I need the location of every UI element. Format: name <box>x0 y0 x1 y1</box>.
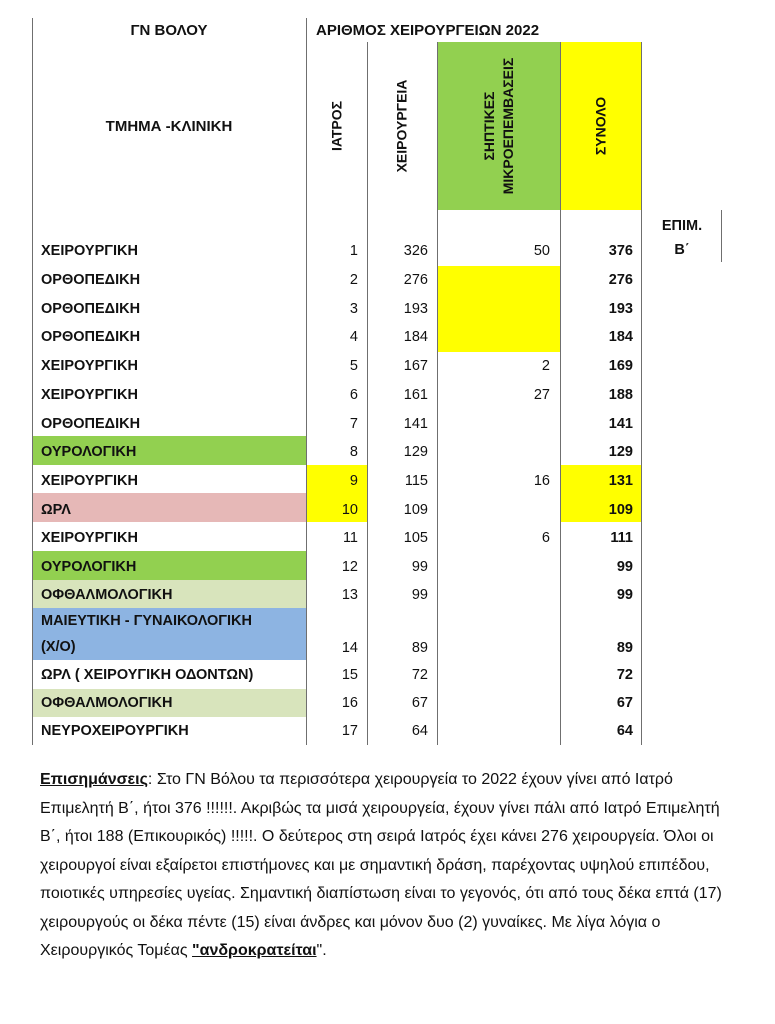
rank-note: ΕΠΙΜ. Β΄ <box>661 218 703 258</box>
total-column-header: ΣΥΝΟΛΟ <box>592 96 608 156</box>
table-row <box>32 294 642 323</box>
surgeries-cell: 99 <box>411 559 428 576</box>
septic-cell: 16 <box>533 472 550 489</box>
table-row <box>32 553 642 582</box>
table-row <box>32 409 642 438</box>
doctor-cell: 14 <box>341 640 358 656</box>
surgeries-cell: 276 <box>403 272 428 289</box>
total-cell: 169 <box>608 358 633 375</box>
surgeries-cell: 184 <box>403 329 428 346</box>
total-cell: 184 <box>608 329 633 346</box>
septic-cell <box>437 409 560 438</box>
surgeries-cell: 99 <box>411 586 428 603</box>
septic-cell <box>437 661 560 690</box>
doctor-cell: 12 <box>341 559 358 576</box>
doctor-cell: 16 <box>341 695 358 712</box>
total-cell: 67 <box>616 695 633 712</box>
surgeries-cell: 193 <box>403 300 428 317</box>
department-cell: ΟΦΘΑΛΜΟΛΟΓΙΚΗ <box>41 586 173 603</box>
table-row <box>32 661 642 690</box>
table-row <box>32 438 642 467</box>
surgeries-cell: 115 <box>404 472 428 489</box>
table-row <box>32 495 642 524</box>
department-cell: ΟΥΡΟΛΟΓΙΚΗ <box>41 559 137 576</box>
septic-cell <box>437 294 560 323</box>
total-cell: 99 <box>616 586 633 603</box>
doctor-cell: 11 <box>342 530 358 547</box>
department-cell: ΧΕΙΡΟΥΡΓΙΚΗ <box>41 358 138 375</box>
department-cell: ΧΕΙΡΟΥΡΓΙΚΗ <box>41 472 138 489</box>
surgeries-cell: 72 <box>411 667 428 684</box>
notes-tail: ". <box>316 942 327 959</box>
table-row <box>32 689 642 718</box>
septic-cell: 50 <box>533 243 550 260</box>
septic-cell <box>437 266 560 295</box>
total-cell: 99 <box>616 559 633 576</box>
department-cell: ΟΡΘΟΠΕΔΙΚΗ <box>41 329 141 346</box>
septic-cell <box>437 580 560 609</box>
septic-cell <box>437 717 560 746</box>
department-cell: ΧΕΙΡΟΥΡΓΙΚΗ <box>41 243 138 260</box>
doctor-cell: 4 <box>349 329 358 346</box>
surgeries-column-header: ΧΕΙΡΟΥΡΓΕΙΑ <box>393 79 410 173</box>
department-cell: ΟΦΘΑΛΜΟΛΟΓΙΚΗ <box>41 695 173 712</box>
surgeries-cell: 105 <box>403 530 428 547</box>
department-cell: ΩΡΛ ( ΧΕΙΡΟΥΓΙΚΗ ΟΔΟΝΤΩΝ) <box>41 667 254 684</box>
doctor-cell: 6 <box>349 386 358 403</box>
surgeries-cell: 326 <box>403 243 428 260</box>
total-cell: 376 <box>608 243 633 260</box>
surgeries-cell: 89 <box>411 640 428 656</box>
total-cell: 109 <box>608 501 633 518</box>
table-row <box>32 381 642 410</box>
notes-body: : Στο ΓΝ Βόλου τα περισσότερα χειρουργεία το 2022 έχουν γίνει από Ιατρό Επιμελητή Β΄, ήτοι 376 !!!!!!. Ακριβώς τα μισά χειρουργεία, έχουν γίνει πάλι από Ιατρό Επιμελητή Β΄, ήτοι 188 (Επικουρικός) !!!!!. Ο δεύτερος στη σειρά Ιατρός έχει κάνει 276 χειρουργεία. Όλοι οι χειρουργοί είναι εξαίρετοι επιστήμονες και με σημαντική δράση, παρέχοντας υψηλού επιπέδου, ποιοτικές υπηρεσίες υγείας. Σημαντική διαπίστωση είναι το γεγονός, ότι από τους δέκα επτά (17) χειρουργούς οι δέκα πέντε (15) είναι άνδρες και μόνον δυο (2) γυναίκες. Με λίγα λόγια ο Χειρουργικός Τομέας <box>40 771 722 959</box>
septic-cell <box>437 438 560 467</box>
septic-cell: 27 <box>533 386 550 403</box>
septic-cell: 2 <box>541 358 550 375</box>
grid-line <box>721 210 722 262</box>
doctor-cell: 13 <box>341 586 358 603</box>
table-row <box>32 237 642 266</box>
surgeries-cell: 161 <box>403 386 428 403</box>
total-cell: 111 <box>610 530 633 547</box>
surgeries-cell: 141 <box>403 415 428 432</box>
notes-label: Επισημάνσεις <box>40 771 148 788</box>
doctor-cell: 10 <box>341 501 358 518</box>
department-cell: ΜΑΙΕΥΤΙΚΗ - ΓΥΝΑΙΚΟΛΟΓΙΚΗ (Χ/Ο) <box>41 613 252 655</box>
table-row <box>32 524 642 553</box>
doctor-cell: 2 <box>349 272 358 289</box>
table-row <box>32 717 642 746</box>
doctor-cell: 17 <box>341 723 358 740</box>
department-cell: ΩΡΛ <box>41 501 71 518</box>
department-cell: ΟΡΘΟΠΕΔΙΚΗ <box>41 300 141 317</box>
doctor-column-header: ΙΑΤΡΟΣ <box>328 100 344 152</box>
table-row <box>32 580 642 609</box>
hospital-header: ΓΝ ΒΟΛΟΥ <box>130 21 208 39</box>
total-cell: 131 <box>608 472 633 489</box>
table-row <box>32 467 642 496</box>
surgeries-cell: 167 <box>403 358 428 375</box>
total-cell: 193 <box>608 300 633 317</box>
department-cell: ΟΥΡΟΛΟΓΙΚΗ <box>41 444 137 461</box>
table-row <box>32 323 642 352</box>
doctor-cell: 15 <box>341 667 358 684</box>
septic-cell <box>437 323 560 352</box>
total-cell: 89 <box>616 640 633 656</box>
total-cell: 64 <box>616 723 633 740</box>
septic-column-header: ΣΗΠΤΙΚΕΣ ΜΙΚΡΟΕΠΕΜΒΑΣΕΙΣ <box>480 57 516 195</box>
table-row <box>32 352 642 381</box>
surgeries-cell: 129 <box>403 444 428 461</box>
septic-cell <box>437 608 560 660</box>
septic-cell: 6 <box>541 530 550 547</box>
total-cell: 276 <box>608 272 633 289</box>
septic-cell <box>437 553 560 582</box>
total-cell: 129 <box>608 444 633 461</box>
total-cell: 72 <box>616 667 633 684</box>
department-column-header: ΤΜΗΜΑ -ΚΛΙΝΙΚΗ <box>105 117 233 135</box>
surgeries-cell: 64 <box>411 723 428 740</box>
department-cell: ΟΡΘΟΠΕΔΙΚΗ <box>41 415 141 432</box>
surgeries-cell: 67 <box>411 695 428 712</box>
group-header: ΑΡΙΘΜΟΣ ΧΕΙΡΟΥΡΓΕΙΩΝ 2022 <box>316 21 540 39</box>
table-row <box>32 608 642 660</box>
doctor-cell: 1 <box>349 243 358 260</box>
surgeries-cell: 109 <box>403 501 428 518</box>
doctor-cell: 3 <box>349 300 358 317</box>
doctor-cell: 8 <box>349 444 358 461</box>
total-cell: 188 <box>608 386 633 403</box>
department-cell: ΧΕΙΡΟΥΡΓΙΚΗ <box>41 386 138 403</box>
septic-cell <box>437 495 560 524</box>
table-row <box>32 266 642 295</box>
notes-paragraph <box>40 766 740 966</box>
department-cell: ΟΡΘΟΠΕΔΙΚΗ <box>41 272 141 289</box>
notes-emphasis: "ανδροκρατείται <box>192 942 317 959</box>
doctor-cell: 5 <box>349 358 358 375</box>
total-cell: 141 <box>608 415 633 432</box>
doctor-cell: 7 <box>349 415 358 432</box>
doctor-cell: 9 <box>349 472 358 489</box>
septic-cell <box>437 689 560 718</box>
department-cell: ΧΕΙΡΟΥΡΓΙΚΗ <box>41 530 138 547</box>
department-cell: ΝΕΥΡΟΧΕΙΡΟΥΡΓΙΚΗ <box>41 723 189 740</box>
